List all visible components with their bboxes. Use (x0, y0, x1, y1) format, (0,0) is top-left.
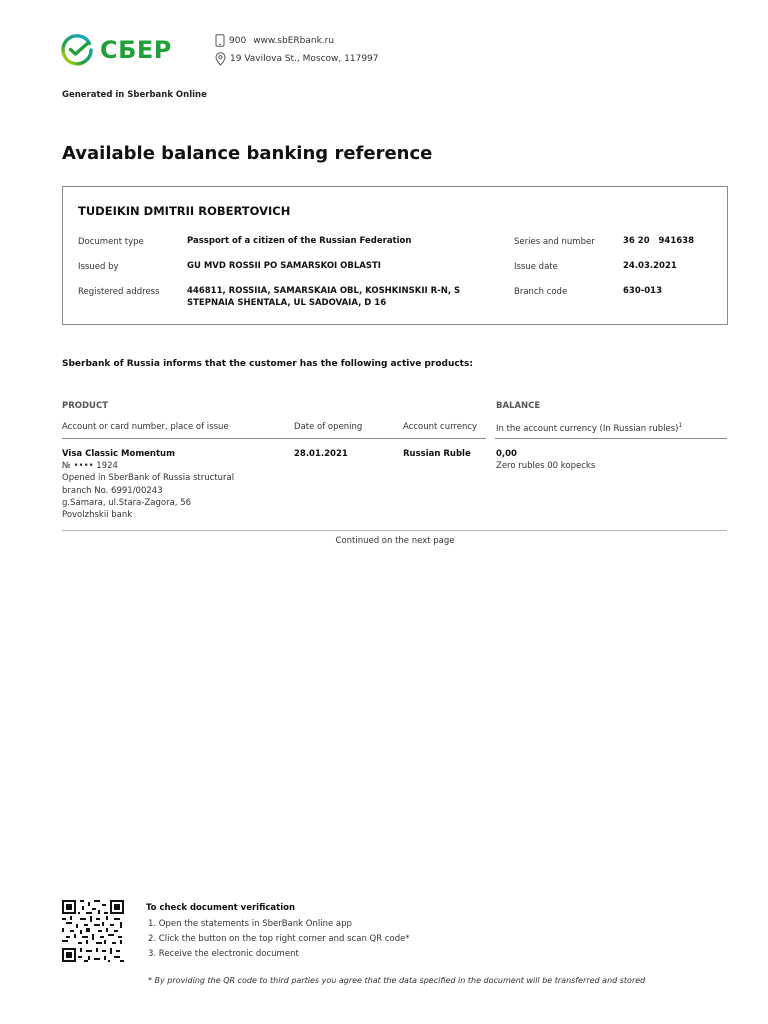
verification-step: 1. Open the statements in SberBank Online app (148, 919, 352, 929)
document-type-value: Passport of a citizen of the Russian Federation (187, 236, 412, 246)
website-link[interactable]: www.sbERbank.ru (253, 35, 335, 46)
column-opening-date: Date of opening (294, 422, 363, 432)
place-of-issue-line4: Povolzhskii bank (62, 510, 133, 521)
issued-by-value: GU MVD ROSSII PO SAMARSKOI OBLASTI (187, 261, 381, 271)
client-name: TUDEIKIN DMITRII ROBERTOVICH (78, 204, 291, 218)
client-info-box (62, 186, 728, 325)
product-header: PRODUCT (62, 401, 108, 411)
branch-code-label: Branch code (514, 287, 568, 297)
contact-phone-row (215, 34, 334, 47)
document-type-label: Document type (78, 237, 144, 247)
bank-address: 19 Vavilova St., Moscow, 117997 (230, 54, 379, 64)
issue-date-value: 24.03.2021 (623, 261, 677, 271)
table-header-divider (62, 438, 486, 439)
page-title: Available balance banking reference (62, 143, 433, 164)
contact-address-row (215, 52, 379, 66)
balance-amount: 0,00 (496, 449, 517, 459)
sber-logo (61, 34, 183, 66)
balance-header-divider (495, 438, 727, 439)
generated-note: Generated in Sberbank Online (62, 90, 207, 100)
registered-address-line1: 446811, ROSSIIA, SAMARSKAIA OBL, KOSHKINSKII R-N, S (187, 286, 461, 296)
verification-title: To check document verification (146, 903, 296, 913)
phone-icon (215, 34, 225, 47)
brand-name: СБЕР (100, 36, 172, 64)
series-number-label: Series and number (514, 237, 595, 247)
footnote-marker: 1 (678, 422, 683, 429)
verification-step: 2. Click the button on the top right corner and scan QR code* (148, 934, 410, 944)
place-of-issue-line3: g.Samara, ul.Stara-Zagora, 56 (62, 497, 192, 508)
balance-in-words: Zero rubles 00 kopecks (496, 461, 596, 472)
issued-by-label: Issued by (78, 262, 119, 272)
verification-steps (148, 917, 410, 962)
product-name: Visa Classic Momentum (62, 449, 175, 459)
registered-address-line2: STEPNAIA SHENTALA, UL SADOVAIA, D 16 (187, 298, 387, 308)
table-bottom-divider (62, 530, 727, 531)
sber-logo-icon (61, 34, 93, 66)
card-number: № •••• 1924 (62, 461, 118, 472)
currency-cell (403, 448, 471, 460)
qr-footnote: * By providing the QR code to third parties you agree that the data specified in the document will be transferred and stored (148, 976, 646, 985)
registered-address-label: Registered address (78, 287, 160, 297)
account-currency: Russian Ruble (403, 449, 471, 459)
qr-code (61, 900, 125, 962)
place-of-issue-line1: Opened in SberBank of Russia structural (62, 473, 235, 484)
series-number-value: 36 20 941638 (623, 236, 694, 246)
column-account: Account or card number, place of issue (62, 422, 229, 432)
continued-note: Continued on the next page (335, 536, 455, 546)
column-balance (496, 422, 682, 434)
table-row (62, 448, 234, 521)
phone-number: 900 (229, 35, 247, 46)
balance-header: BALANCE (496, 401, 541, 411)
balance-cell (496, 448, 595, 472)
active-products-intro: Sberbank of Russia informs that the customer has the following active products: (62, 359, 473, 369)
location-pin-icon (215, 52, 226, 66)
place-of-issue-line2: branch No. 6991/00243 (62, 485, 163, 496)
opening-date-cell (294, 448, 348, 460)
column-balance-text: In the account currency (In Russian rubles) (496, 423, 679, 434)
issue-date-label: Issue date (514, 262, 558, 272)
opening-date: 28.01.2021 (294, 449, 348, 459)
column-currency: Account currency (403, 422, 478, 432)
verification-step: 3. Receive the electronic document (148, 949, 299, 959)
branch-code-value: 630-013 (623, 286, 663, 296)
